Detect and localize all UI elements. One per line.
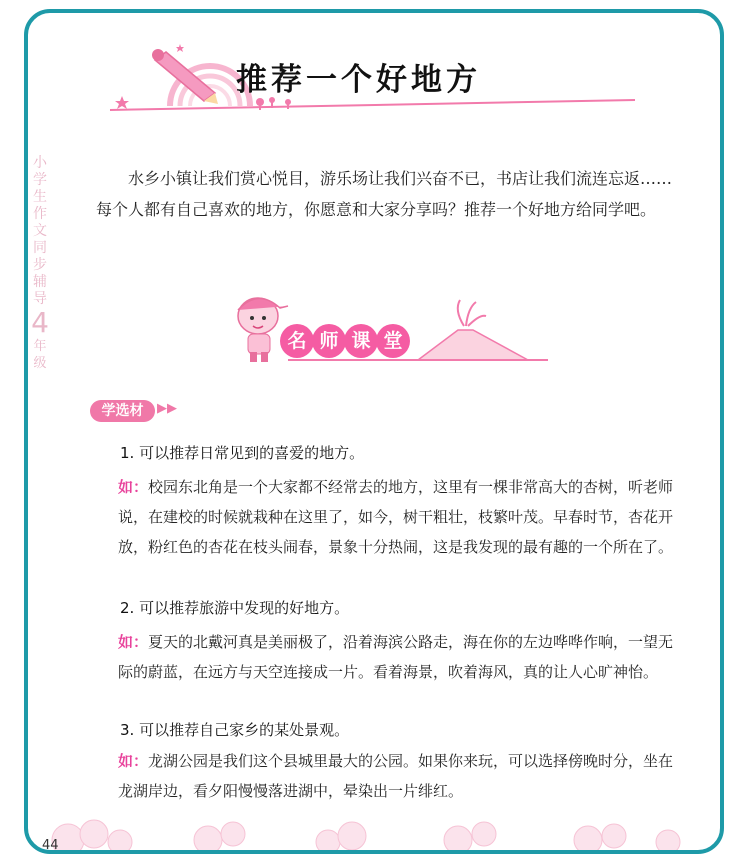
item-text [118, 472, 678, 562]
side-label-char: 辅 [33, 274, 47, 290]
side-label-char: 学 [33, 172, 47, 188]
volcano-icon [418, 300, 528, 360]
example-prefix: 如： [118, 478, 149, 496]
item-text [118, 627, 678, 687]
intro-paragraph: 水乡小镇让我们赏心悦目，游乐场让我们兴奋不已，书店让我们流连忘返……每个人都有自己喜欢的地方，你愿意和大家分享吗？推荐一个好地方给同学吧。 [96, 169, 673, 219]
example-text: 夏天的北戴河真是美丽极了，沿着海滨公路走，海在你的左边哗哗作响，一望无际的蔚蓝，在远方与天空连接成一片。看着海景，吹着海风，真的让人心旷神怡。 [118, 633, 674, 681]
grade-number: 4 [31, 306, 49, 339]
side-label [29, 155, 51, 372]
banner-word: 课 [344, 324, 378, 358]
section-tag: 学选材 [90, 400, 155, 422]
side-label-char: 文 [33, 223, 47, 239]
item-text [118, 746, 678, 806]
side-label-char: 生 [33, 189, 47, 205]
example-prefix: 如： [118, 633, 149, 651]
example-text: 龙湖公园是我们这个县城里最大的公园。如果你来玩，可以选择傍晚时分，坐在龙湖岸边，看夕阳慢慢落进湖中，晕染出一片绯红。 [118, 752, 674, 800]
bottom-cloud-decoration [28, 800, 722, 850]
item-heading: 2. 可以推荐旅游中发现的好地方。 [120, 599, 350, 617]
example-prefix: 如： [118, 752, 149, 770]
item-heading: 3. 可以推荐自己家乡的某处景观。 [120, 721, 350, 739]
banner-word: 堂 [376, 324, 410, 358]
side-label-char: 作 [33, 206, 47, 222]
side-label-char: 小 [33, 155, 47, 171]
banner-word: 师 [312, 324, 346, 358]
grade-char: 年 [33, 339, 47, 354]
page-number: 44 [42, 838, 59, 853]
item-heading: 1. 可以推荐日常见到的喜爱的地方。 [120, 444, 365, 462]
side-label-char: 同 [33, 240, 47, 256]
cartoon-boy-icon [238, 298, 288, 362]
grade-char: 级 [33, 356, 47, 371]
tag-arrows-icon: ▶▶ [157, 401, 177, 416]
banner-word: 名 [280, 324, 314, 358]
side-label-char: 导 [33, 291, 47, 307]
page-title: 推荐一个好地方 [236, 62, 481, 98]
side-label-char: 步 [33, 257, 47, 273]
example-text: 校园东北角是一个大家都不经常去的地方，这里有一棵非常高大的杏树，听老师说，在建校的时候就栽种在这里了，如今，树干粗壮，枝繁叶茂。早春时节，杏花开放，粉红色的杏花在枝头闹春，景象十分热闹，这是我发现的最有趣的一个所在了。 [118, 478, 674, 556]
